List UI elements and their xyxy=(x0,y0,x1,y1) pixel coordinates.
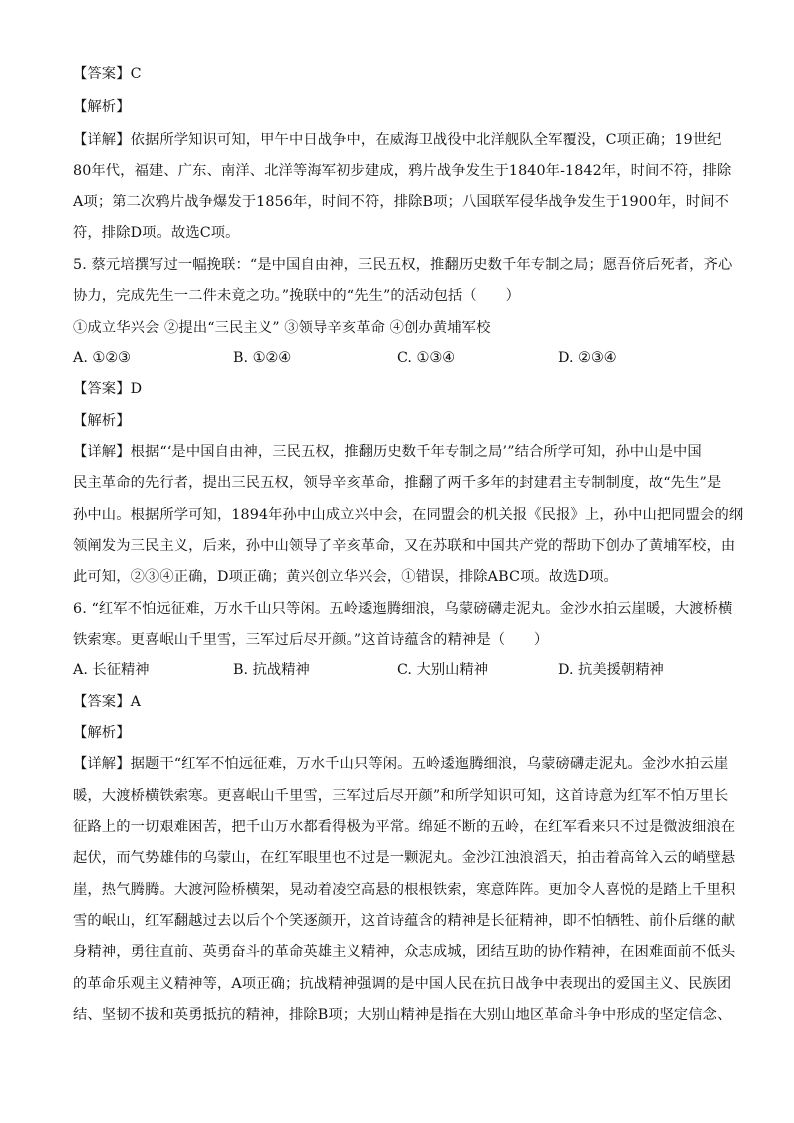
q5-detail-line: 民主革命的先行者，提出三民五权，领导辛亥革命，推翻了两千多年的封建君主专制制度，故“先生”是 xyxy=(73,475,722,491)
q6-option-a: A. 长征精神 xyxy=(73,662,150,678)
q5-option-d: D. ②③④ xyxy=(558,350,617,366)
q6-detail-line: 雪的岷山，红军翻越过去以后个个笑逐颜开，这首诗蕴含的精神是长征精神，即不怕牺牲、前仆后继的献 xyxy=(73,913,736,929)
q5-detail-line: 此可知，②③④正确，D项正确；黄兴创立华兴会，①错误，排除ABC项。故选D项。 xyxy=(73,569,618,585)
q6-analysis-label: 【解析】 xyxy=(73,725,131,741)
q6-detail-line: 崖，热气腾腾。大渡河险桥横架，晃动着凌空高悬的根根铁索，寒意阵阵。更加令人喜悦的是踏上千里积 xyxy=(73,882,736,898)
q6-detail-line: 身精神，勇往直前、英勇奋斗的革命英雄主义精神，众志成城，团结互助的协作精神，在困难面前不低头 xyxy=(73,944,736,960)
q6-option-b: B. 抗战精神 xyxy=(233,662,310,678)
q4-detail-line: 80年代，福建、广东、南洋、北洋等海军初步建成，鸦片战争发生于1840年-1842年，时间不符，排除 xyxy=(73,163,732,179)
q4-detail-line: 符，排除D项。故选C项。 xyxy=(73,225,240,241)
q6-detail-line: 起伏，而气势雄伟的乌蒙山，在红军眼里也不过是一颗泥丸。金沙江浊浪滔天，拍击着高耸入云的峭壁悬 xyxy=(73,850,736,866)
q6-detail-line: 的革命乐观主义精神等，A项正确；抗战精神强调的是中国人民在抗日战争中表现出的爱国主义、民族团 xyxy=(73,976,732,992)
q5-option-a: A. ①②③ xyxy=(73,350,131,366)
q5-option-c: C. ①③④ xyxy=(397,350,455,366)
q4-detail-line: 【详解】依据所学知识可知，甲午中日战争中，在威海卫战役中北洋舰队全军覆没，C项正确；19世纪 xyxy=(73,132,722,148)
q6-detail-line: 征路上的一切艰难困苦，把千山万水都看得极为平常。绵延不断的五岭，在红军看来只不过是微波细浪在 xyxy=(73,819,736,835)
q6-detail-line: 【详解】据题干“红军不怕远征难，万水千山只等闲。五岭逶迤腾细浪，乌蒙磅礴走泥丸。金沙水拍云崖 xyxy=(73,756,729,772)
q6-option-d: D. 抗美援朝精神 xyxy=(558,662,664,678)
q6-stem-line: 6. “红军不怕远征难，万水千山只等闲。五岭逶迤腾细浪，乌蒙磅礴走泥丸。金沙水拍云崖暖，大渡桥横 xyxy=(73,601,733,617)
q5-detail-line: 孙中山。根据所学可知，1894年孙中山成立兴中会，在同盟会的机关报《民报》上，孙中山把同盟会的纲 xyxy=(73,507,744,523)
q6-answer: 【答案】A xyxy=(73,694,142,710)
q5-stem-line: 5. 蔡元培撰写过一幅挽联：“是中国自由神，三民五权，推翻历史数千年专制之局；愿吾侪后死者，齐心 xyxy=(73,257,733,273)
q6-option-c: C. 大别山精神 xyxy=(397,662,489,678)
q5-option-b: B. ①②④ xyxy=(233,350,292,366)
q5-detail-line: 【详解】根据“‘是中国自由神，三民五权，推翻历史数千年专制之局’”结合所学可知，孙中山是中国 xyxy=(73,444,702,460)
q4-analysis-label: 【解析】 xyxy=(73,99,131,115)
q5-stem-line: 协力，完成先生一二件未竟之功。”挽联中的“先生”的活动包括（ ） xyxy=(73,288,520,304)
q4-detail-line: A项；第二次鸦片战争爆发于1856年，时间不符，排除B项；八国联军侵华战争发生于1900年，时间不 xyxy=(73,194,730,210)
q6-detail-line: 暖，大渡桥横铁索寒。更喜岷山千里雪，三军过后尽开颜”和所学知识可知，这首诗意为红军不怕万里长 xyxy=(73,788,729,804)
q4-answer: 【答案】C xyxy=(73,66,142,82)
q5-items: ①成立华兴会 ②提出“三民主义” ③领导辛亥革命 ④创办黄埔军校 xyxy=(73,320,491,336)
q6-detail-line: 结、坚韧不拔和英勇抵抗的精神，排除B项；大别山精神是指在大别山地区革命斗争中形成的坚定信念、 xyxy=(73,1007,732,1023)
q5-analysis-label: 【解析】 xyxy=(73,413,131,429)
q5-detail-line: 领阐发为三民主义，后来，孙中山领导了辛亥革命，又在苏联和中国共产党的帮助下创办了黄埔军校，由 xyxy=(73,538,736,554)
q5-answer: 【答案】D xyxy=(73,381,143,397)
q6-stem-line: 铁索寒。更喜岷山千里雪，三军过后尽开颜。”这首诗蕴含的精神是（ ） xyxy=(73,632,549,648)
